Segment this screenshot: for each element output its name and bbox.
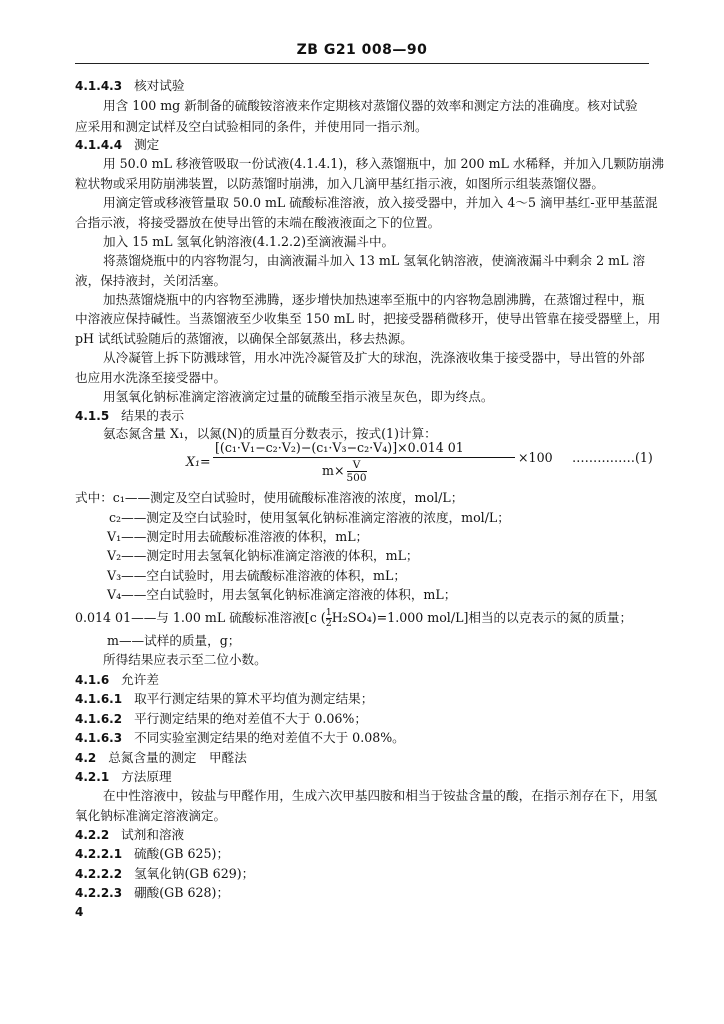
paragraph-line: pH 试纸试验随后的蒸馏液，以确保全部氨蒸出，移去热源。 [75,331,413,346]
item-number: 4.1.6.3 [75,731,123,745]
section-title: 核对试验 [134,78,185,93]
paragraph-line: 所得结果应表示至二位小数。 [103,652,267,667]
section-number: 4.2.1 [75,770,110,784]
list-item [75,729,405,747]
definition-text: ——测定及空白试验时，使用硫酸标准溶液的浓度，mol/L； [124,490,464,505]
formula-1 [180,437,653,485]
paragraph-line: 也应用水洗涤至接受器中。 [75,370,227,385]
section-heading [75,671,159,689]
paragraph-line: 氨态氮含量 X₁，以氮(N)的质量百分数表示，按式(1)计算： [103,426,437,441]
item-text: 氢氧化钠(GB 629)； [134,866,255,881]
section-number: 4.1.6 [75,673,110,687]
half-denominator: 2 [325,618,332,629]
paragraph-line: 合指示液，将接受器放在使导出管的末端在酸液液面之下的位置。 [75,215,441,230]
page-number: 4 [75,905,84,919]
definition-line [107,547,419,564]
item-number: 4.2.2.2 [75,867,123,881]
definition-text: ——与 1.00 mL 硫酸标准溶液[c ( [131,610,326,625]
section-heading [75,749,247,767]
section-title: 测定 [134,137,160,152]
paragraph-line: 应采用和测定试样及空白试验相同的条件，并使用同一指示剂。 [75,119,428,134]
list-item [75,865,254,883]
formula-fraction-bar [213,457,515,458]
section-number: 4.2 [75,751,97,765]
item-number: 4.2.2.3 [75,886,123,900]
definition-line [109,509,510,526]
item-text: 取平行测定结果的算术平均值为测定结果； [134,691,374,706]
definition-symbol: 0.014 01 [75,610,132,625]
section-title: 总氮含量的测定 甲醛法 [108,750,247,765]
item-text: 平行测定结果的绝对差值不大于 0.06%； [134,711,367,726]
definition-line [75,608,632,629]
definition-line [107,528,368,545]
definition-symbol: 式中：c₁ [75,490,125,505]
item-text: 硫酸(GB 625)； [134,846,230,861]
list-item [75,845,229,863]
list-item [75,690,373,708]
paragraph-line: 粒状物或采用防崩沸装置，以防蒸馏时崩沸，加入几滴甲基红指示液，如图所示组装蒸馏仪器。 [75,176,604,191]
formula-inner-numerator: V [352,459,361,471]
definition-text-tail: H₂SO₄)=1.000 mol/L]相当的以克表示的氮的质量； [331,610,633,625]
definition-text: ——测定时用去氢氧化钠标准滴定溶液的体积，mL； [121,548,419,563]
section-title: 结果的表示 [121,408,185,423]
paragraph-line: 加入 15 mL 氢氧化钠溶液(4.1.2.2)至滴液漏斗中。 [103,234,395,249]
section-heading [75,77,184,95]
section-title: 试剂和溶液 [121,827,185,842]
formula-denominator [322,459,367,484]
definition-text: ——测定及空白试验时，使用氢氧化钠标准滴定溶液的浓度，mol/L； [121,510,510,525]
paragraph-line: 加热蒸馏烧瓶中的内容物至沸腾，逐步增快加热速率至瓶中的内容物急剧沸腾，在蒸馏过程中，瓶 [103,292,645,307]
definition-symbol: V₂ [107,548,122,563]
definition-symbol: V₄ [107,587,122,602]
definition-text: ——测定时用去硫酸标准溶液的体积，mL； [121,529,369,544]
section-heading [75,136,159,154]
definition-text: ——空白试验时，用去氢氧化钠标准滴定溶液的体积，mL； [121,587,457,602]
standard-code-header: ZB G21 008—90 [296,42,428,58]
section-heading [75,768,172,786]
definition-text: ——空白试验时，用去硫酸标准溶液的体积，mL； [121,568,406,583]
item-text: 硼酸(GB 628)； [134,885,230,900]
paragraph-line: 从冷凝管上拆下防溅球管，用水冲洗冷凝管及扩大的球泡，洗涤液收集于接受器中，导出管的外部 [103,350,645,365]
formula-inner-fraction [347,459,367,484]
section-number: 4.2.2 [75,828,110,842]
paragraph-line: 在中性溶液中，铵盐与甲醛作用，生成六次甲基四胺和相当于铵盐含量的酸，在指示剂存在下，用氢 [103,788,658,803]
section-title: 允许差 [121,672,159,687]
paragraph-line: 液，保持液封，关闭活塞。 [75,273,227,288]
definition-line [107,632,240,649]
item-number: 4.1.6.2 [75,712,123,726]
definition-symbol: V₃ [107,568,122,583]
formula-numerator: [(c₁·V₁−c₂·V₂)−(c₁·V₃−c₂·V₄)]×0.014 01 [215,440,464,455]
paragraph-line: 将蒸馏烧瓶中的内容物混匀，由滴液漏斗加入 13 mL 氢氧化钠溶液，使滴液漏斗中剩余 2 mL 溶 [103,253,646,268]
definition-line [75,489,463,506]
paragraph-line: 用氢氧化钠标准滴定溶液滴定过量的硫酸至指示液呈灰色，即为终点。 [103,389,494,404]
definition-line [107,567,406,584]
section-title: 方法原理 [121,769,172,784]
section-heading [75,407,184,425]
section-number: 4.1.4.3 [75,79,123,93]
definition-text: ——试样的质量，g； [118,633,241,648]
definition-line [107,586,456,603]
header-rule [75,63,649,64]
paragraph-line: 用含 100 mg 新制备的硫酸铵溶液来作定期核对蒸馏仪器的效率和测定方法的准确度。核对试验 [103,98,638,113]
paragraph-line: 用滴定管或移液管量取 50.0 mL 硫酸标准溶液，放入接受器中，并加入 4～5 滴甲基红-亚甲基蓝混 [103,195,658,210]
formula-inner-denominator: 500 [346,472,367,484]
definition-symbol: V₁ [107,529,122,544]
section-number: 4.1.4.4 [75,138,123,152]
formula-number: ……………(1) [572,450,653,465]
list-item [75,710,367,728]
paragraph-line: 氧化钠标准滴定溶液滴定。 [75,808,227,823]
formula-denominator-prefix: m× [322,463,345,478]
item-number: 4.1.6.1 [75,692,123,706]
paragraph-line: 中溶液应保持碱性。当蒸馏液至少收集至 150 mL 时，把接受器稍微移开，使导出管靠在接受器壁上，用 [75,311,661,326]
section-number: 4.1.5 [75,409,110,423]
paragraph-line: 用 50.0 mL 移液管吸取一份试液(4.1.4.1)，移入蒸馏瓶中，加 200 mL 水稀释，并加入几颗防崩沸 [103,156,664,171]
formula-lhs: X₁= [186,454,211,469]
item-number: 4.2.2.1 [75,847,123,861]
section-heading [75,826,184,844]
definition-symbol: m [107,633,119,648]
definition-symbol: c₂ [109,510,122,525]
list-item [75,884,229,902]
half-numerator: 1 [325,607,332,618]
item-text: 不同实验室测定结果的绝对差值不大于 0.08%。 [134,730,405,745]
formula-multiplier: ×100 [518,450,553,465]
